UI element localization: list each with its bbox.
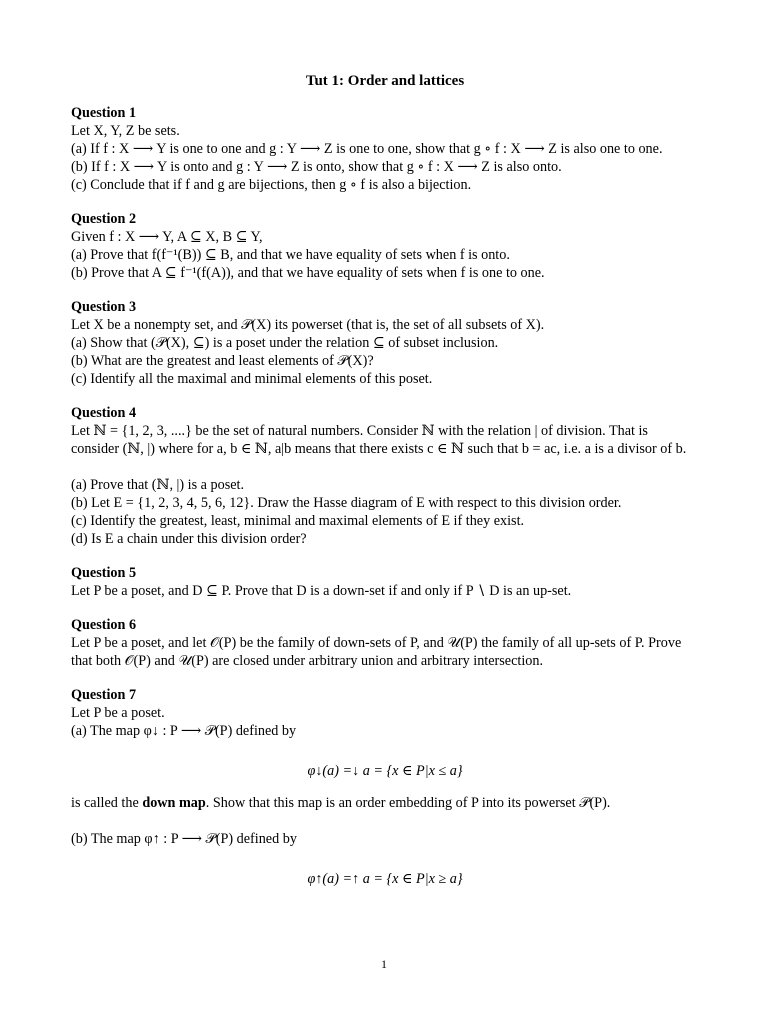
- page-number: 1: [381, 957, 387, 971]
- document-page: [71, 72, 699, 904]
- question-7: [71, 686, 699, 888]
- question-part-a: (a) Prove that f(f⁻¹(B)) ⊆ B, and that we have equality of sets when f is onto.: [71, 247, 510, 263]
- bold-term: down map: [142, 795, 206, 811]
- question-heading: Question 7: [71, 687, 137, 703]
- question-part-c: (c) Identify all the maximal and minimal elements of this poset.: [71, 371, 433, 387]
- page-title: Tut 1: Order and lattices: [305, 73, 465, 89]
- question-text: Given f : X ⟶ Y, A ⊆ X, B ⊆ Y,: [71, 229, 263, 245]
- question-heading: Question 6: [71, 617, 137, 633]
- question-text: Let P be a poset.: [71, 705, 165, 721]
- question-text: Let P be a poset, and let 𝒪(P) be the family of down-sets of P, and 𝒰(P) the family of all up-sets of P. Prove that both 𝒪(P) and 𝒰(P) are closed under arbitrary union and arbitrary intersection.: [71, 635, 682, 669]
- question-5: [71, 564, 699, 600]
- question-part-b: (b) If f : X ⟶ Y is onto and g : Y ⟶ Z is onto, show that g ∘ f : X ⟶ Z is also onto.: [71, 159, 562, 175]
- text-run: . Show that this map is an order embedding of P into its powerset 𝒫(P).: [205, 795, 611, 811]
- display-equation-down-map: φ↓(a) =↓ a = {x ∈ P|x ≤ a}: [307, 763, 463, 779]
- question-4: [71, 404, 699, 548]
- question-3: [71, 298, 699, 388]
- question-text: Let ℕ = {1, 2, 3, ....} be the set of natural numbers. Consider ℕ with the relation | of division. That is consider (ℕ, |) where for a, b ∈ ℕ, a|b means that there exists c ∈ ℕ such that b = ac, i.e. a is a divisor of b.: [71, 423, 687, 457]
- question-2: [71, 210, 699, 282]
- question-1: [71, 104, 699, 194]
- question-part-c: (c) Identify the greatest, least, minimal and maximal elements of E if they exist.: [71, 513, 525, 529]
- question-text: Let X, Y, Z be sets.: [71, 123, 180, 139]
- question-part-a: (a) The map φ↓ : P ⟶ 𝒫(P) defined by: [71, 723, 297, 739]
- question-text: Let P be a poset, and D ⊆ P. Prove that D is a down-set if and only if P ∖ D is an up-set.: [71, 583, 572, 599]
- question-part-b: (b) Prove that A ⊆ f⁻¹(f(A)), and that we have equality of sets when f is one to one.: [71, 265, 545, 281]
- down-map-description: [71, 794, 699, 812]
- question-heading: Question 2: [71, 211, 137, 227]
- question-heading: Question 3: [71, 299, 137, 315]
- paragraph-gap: [71, 458, 699, 476]
- question-6: [71, 616, 699, 670]
- question-heading: Question 1: [71, 105, 137, 121]
- text-run: is called the: [71, 795, 143, 811]
- question-text: Let X be a nonempty set, and 𝒫(X) its powerset (that is, the set of all subsets of X).: [71, 317, 545, 333]
- display-equation-up-map: φ↑(a) =↑ a = {x ∈ P|x ≥ a}: [307, 871, 463, 887]
- question-part-a: (a) Show that (𝒫(X), ⊆) is a poset under the relation ⊆ of subset inclusion.: [71, 335, 499, 351]
- question-heading: Question 4: [71, 405, 137, 421]
- question-part-b: (b) What are the greatest and least elements of 𝒫(X)?: [71, 353, 374, 369]
- question-part-d: (d) Is E a chain under this division order?: [71, 531, 307, 547]
- question-part-a: (a) Prove that (ℕ, |) is a poset.: [71, 477, 245, 493]
- question-part-c: (c) Conclude that if f and g are bijections, then g ∘ f is also a bijection.: [71, 177, 472, 193]
- question-heading: Question 5: [71, 565, 137, 581]
- question-part-b: (b) The map φ↑ : P ⟶ 𝒫(P) defined by: [71, 831, 297, 847]
- question-part-b: (b) Let E = {1, 2, 3, 4, 5, 6, 12}. Draw the Hasse diagram of E with respect to this division order.: [71, 495, 622, 511]
- paragraph-gap: [71, 812, 699, 830]
- question-part-a: (a) If f : X ⟶ Y is one to one and g : Y ⟶ Z is one to one, show that g ∘ f : X ⟶ Z is also one to one.: [71, 141, 663, 157]
